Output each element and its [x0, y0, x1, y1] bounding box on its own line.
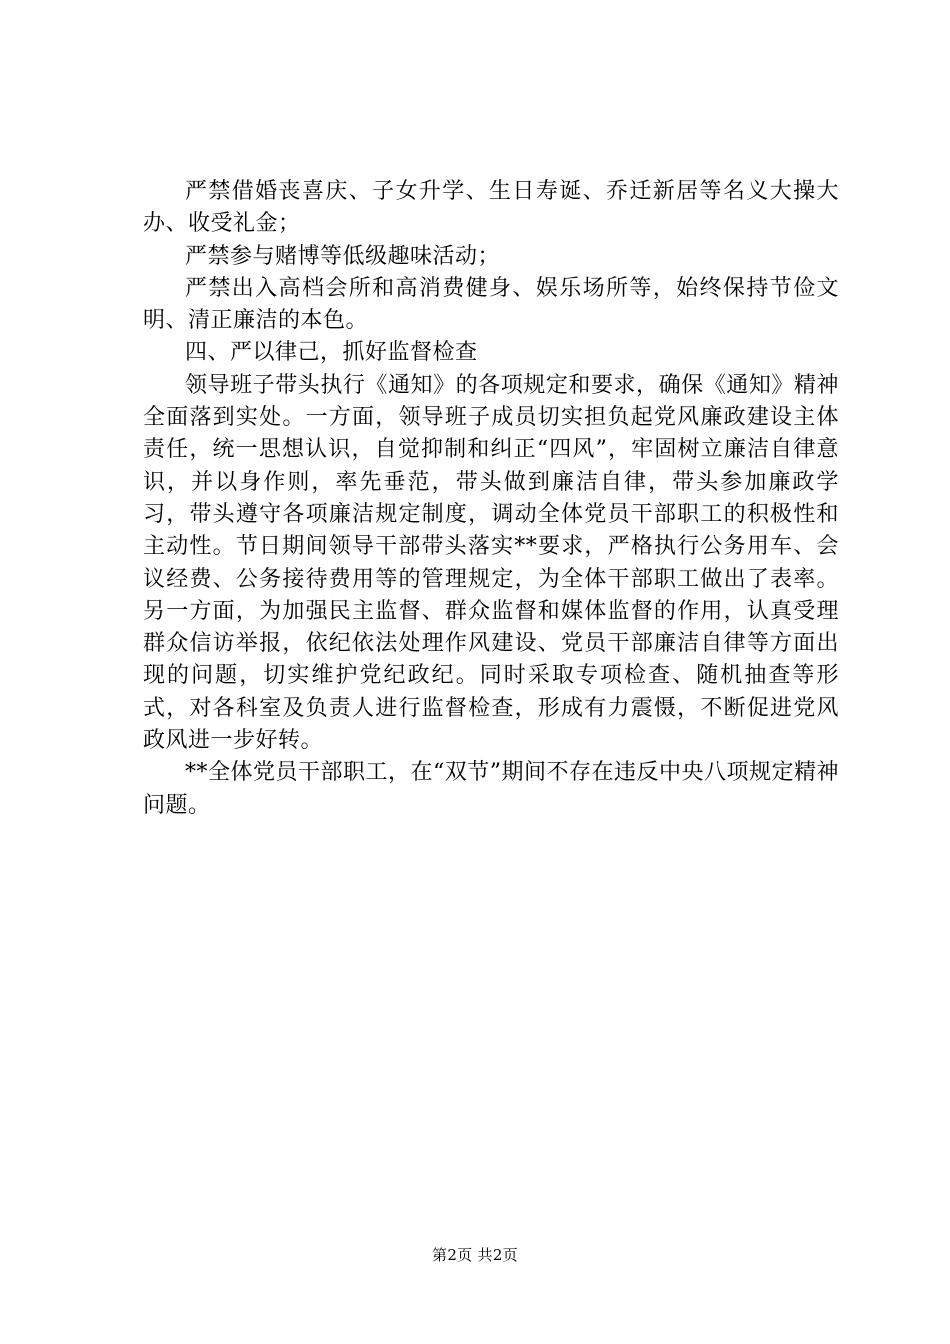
paragraph-conclusion: **全体党员干部职工，在“双节”期间不存在违反中央八项规定精神问题。 [143, 760, 839, 818]
section-heading-self-discipline: 四、严以律己，抓好监督检查 [185, 340, 478, 366]
page-number-footer: 第2页 共2页 [432, 1246, 518, 1264]
paragraph-banquet-ban: 严禁借婚丧喜庆、子女升学、生日寿诞、乔迁新居等名义大操大办、收受礼金； [143, 179, 839, 237]
paragraph-leadership-supervision: 领导班子带头执行《通知》的各项规定和要求，确保《通知》精神全面落到实处。一方面，领导班子成员切实担负起党风廉政建设主体责任，统一思想认识，自觉抑制和纠正“四风”，牢固树立廉洁自律意识，并以身作则，率先垂范，带头做到廉洁自律，带头参加廉政学习，带头遵守各项廉洁规定制度，调动全体党员干部职工的积极性和主动性。节日期间领导干部带头落实**要求，严格执行公务用车、会议经费、公务接待费用等的管理规定，为全体干部职工做出了表率。另一方面，为加强民主监督、群众监督和媒体监督的作用，认真受理群众信访举报，依纪依法处理作风建设、党员干部廉洁自律等方面出现的问题，切实维护党纪政纪。同时采取专项检查、随机抽查等形式，对各科室及负责人进行监督检查，形成有力震慑，不断促进党风政风进一步好转。 [143, 372, 839, 754]
paragraph-club-ban: 严禁出入高档会所和高消费健身、娱乐场所等，始终保持节俭文明、清正廉洁的本色。 [143, 275, 839, 334]
document-body [143, 176, 839, 822]
paragraph-gambling-ban: 严禁参与赌博等低级趣味活动； [185, 243, 501, 269]
